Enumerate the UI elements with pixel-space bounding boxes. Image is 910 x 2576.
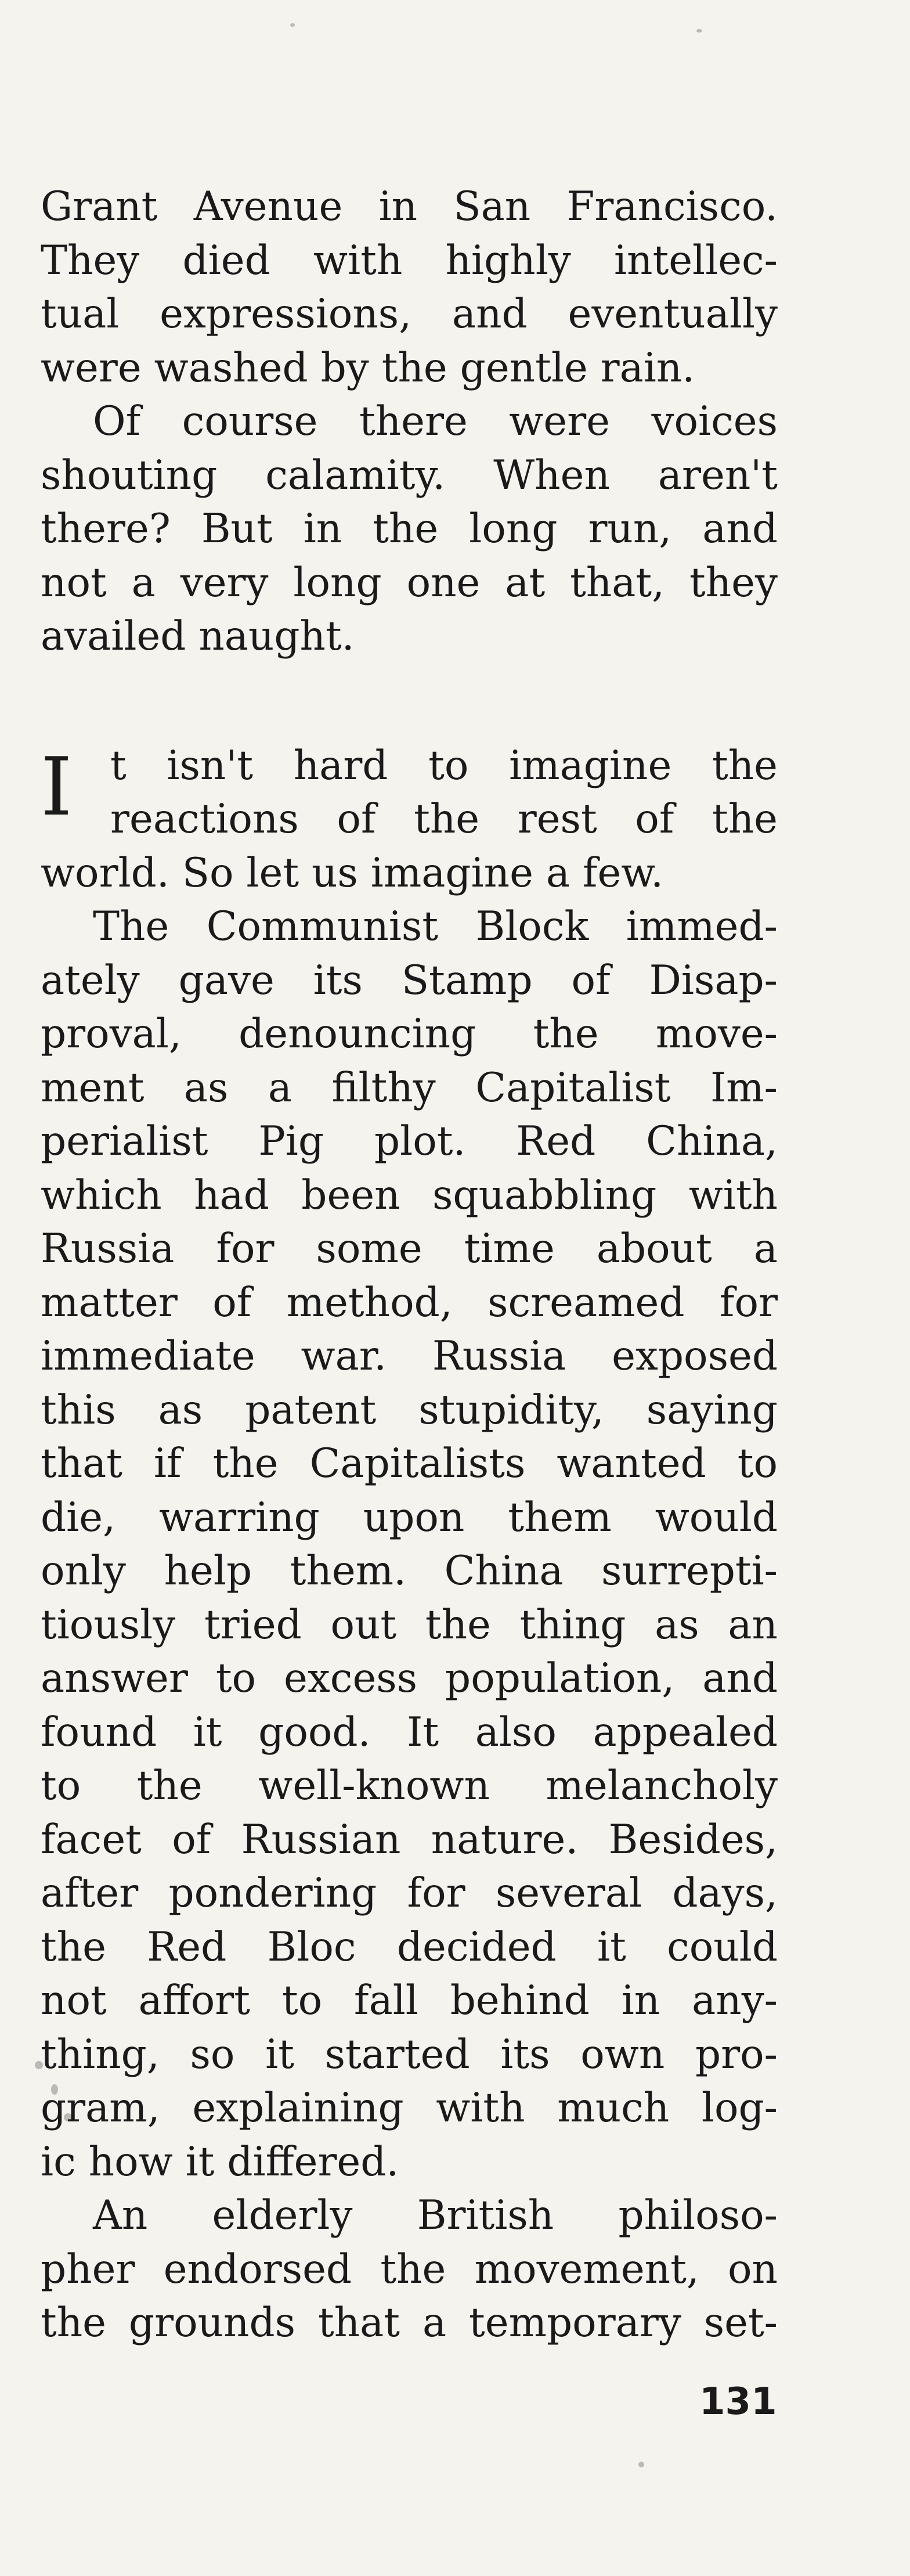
article-body (41, 180, 778, 2350)
text-line: tual expressions, and eventually (41, 291, 778, 337)
text-line: thing, so it started its own pro- (41, 2031, 778, 2078)
text-line: proval, denouncing the move- (41, 1011, 778, 1057)
text-line: this as patent stupidity, saying (41, 1386, 778, 1433)
scan-speck (696, 29, 702, 33)
text-line: An elderly British philoso- (93, 2192, 778, 2239)
paragraph (41, 180, 778, 395)
text-line: answer to excess population, and (41, 1655, 778, 1702)
paragraph (41, 395, 778, 664)
text-line: to the well-known melancholy (41, 1763, 778, 1809)
text-line: shouting calamity. When aren't (41, 452, 778, 499)
text-line: that if the Capitalists wanted to (41, 1440, 778, 1487)
text-line: tiously tried out the thing as an (41, 1601, 778, 1648)
text-line: were washed by the gentle rain. (41, 344, 695, 391)
scan-speck (638, 2462, 644, 2467)
text-line: only help them. China surrepti- (41, 1548, 778, 1594)
text-line: world. So let us imagine a few. (41, 849, 664, 896)
drop-cap: I (41, 740, 73, 834)
text-line: not affort to fall behind in any- (41, 1977, 778, 2024)
text-line: facet of Russian nature. Besides, (41, 1816, 778, 1863)
text-line: They died with highly intellec- (41, 237, 778, 284)
section-break (41, 664, 778, 739)
paragraph (41, 2189, 778, 2350)
text-line: ment as a filthy Capitalist Im- (41, 1064, 778, 1111)
text-line: found it good. It also appealed (41, 1709, 778, 1756)
paragraph (41, 739, 778, 900)
text-line: t isn't hard to imagine the (110, 742, 778, 789)
text-line: not a very long one at that, they (41, 559, 778, 606)
text-line: the Red Bloc decided it could (41, 1923, 778, 1970)
text-line: gram, explaining with much log- (41, 2085, 778, 2131)
text-line: immediate war. Russia exposed (41, 1333, 778, 1379)
text-line: Grant Avenue in San Francisco. (41, 183, 778, 230)
text-line: reactions of the rest of the (110, 796, 778, 842)
text-line: matter of method, screamed for (41, 1279, 778, 1326)
text-line: Russia for some time about a (41, 1226, 778, 1272)
text-line: there? But in the long run, and (41, 506, 778, 552)
page-number: 131 (699, 2380, 777, 2423)
text-line: availed naught. (41, 613, 355, 660)
text-line: which had been squabbling with (41, 1172, 778, 1219)
text-line: the grounds that a temporary set- (41, 2300, 778, 2346)
text-line: ately gave its Stamp of Disap- (41, 957, 778, 1004)
text-line: pher endorsed the movement, on (41, 2246, 778, 2293)
text-line: ic how it differed. (41, 2138, 399, 2185)
text-line: Of course there were voices (93, 398, 778, 445)
paragraph (41, 900, 778, 2189)
text-line: after pondering for several days, (41, 1870, 778, 1916)
text-line: die, warring upon them would (41, 1494, 778, 1541)
text-line: perialist Pig plot. Red China, (41, 1118, 778, 1165)
scan-speck (290, 23, 295, 27)
text-line: The Communist Block immed- (93, 903, 778, 950)
